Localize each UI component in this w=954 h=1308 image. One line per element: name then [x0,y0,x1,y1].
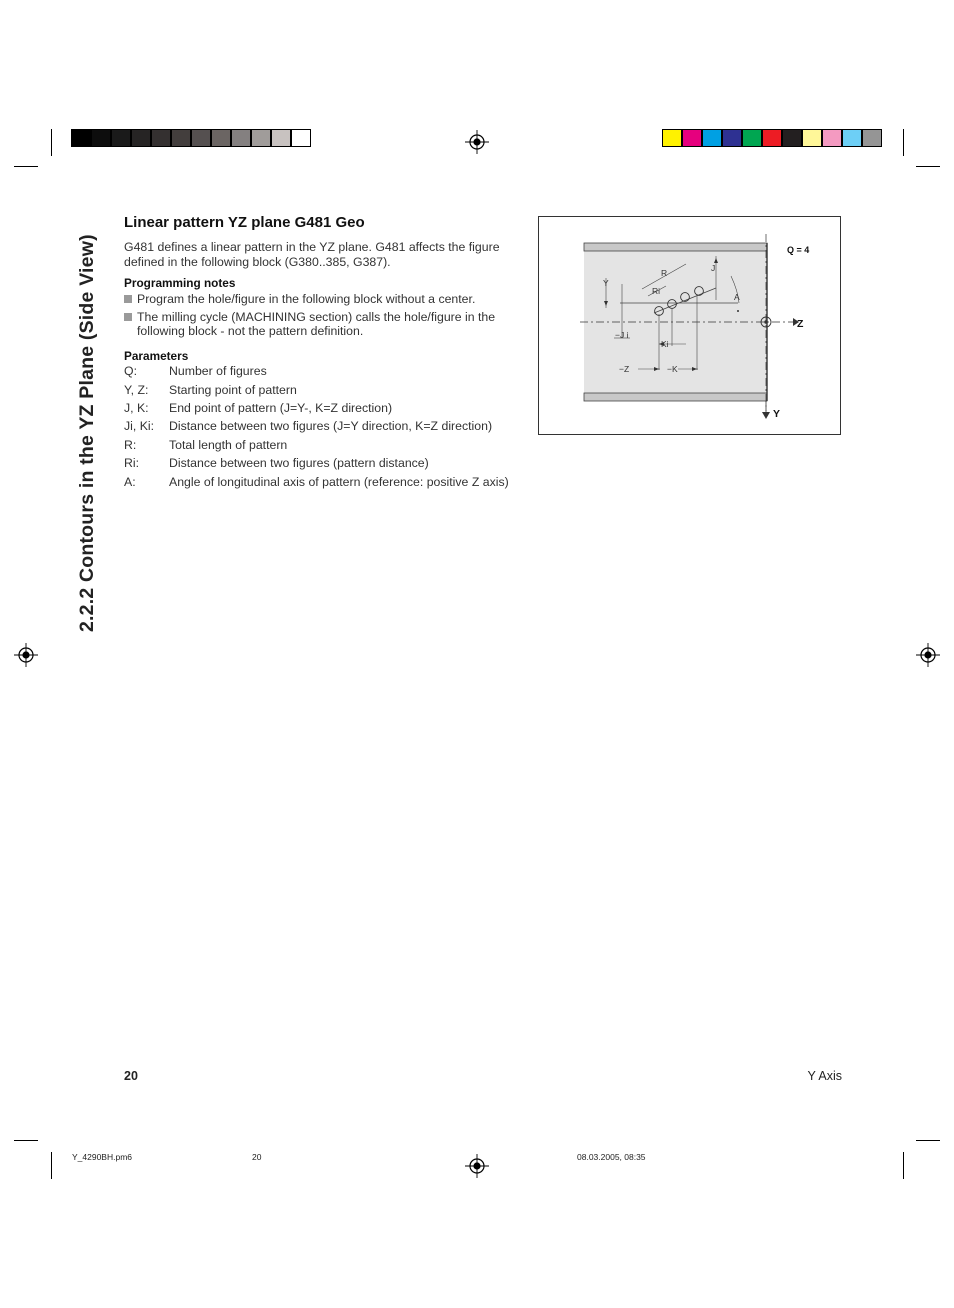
registration-mark-icon [465,1154,489,1178]
crop-mark [916,1140,940,1141]
color-swatch [762,129,782,147]
color-swatch [782,129,802,147]
color-swatch [802,129,822,147]
parameter-value: Number of figures [169,364,267,378]
color-swatch [682,129,702,147]
registration-mark-icon [916,643,940,667]
color-swatch [742,129,762,147]
parameter-row [124,475,524,489]
z-axis-label: Z [797,318,804,330]
dimension-label-neg-z: −Z [619,364,630,374]
parameter-key: Ji, Ki: [124,419,155,433]
crop-mark [916,166,940,167]
color-swatch [722,129,742,147]
parameter-row [124,438,524,452]
parameter-row [124,383,524,397]
color-swatch [822,129,842,147]
parameter-value: Total length of pattern [169,438,288,452]
parameter-key: J, K: [124,401,149,415]
programming-note-text: The milling cycle (MACHINING section) calls the hole/figure in the following block - not the pattern definition. [137,310,496,338]
grayscale-swatch [171,129,191,147]
crop-mark [903,129,904,156]
parameter-row [124,364,524,378]
grayscale-swatch [251,129,271,147]
intro-paragraph: G481 defines a linear pattern in the YZ plane. G481 affects the figure defined in the following block (G380..385, G387). [124,240,500,269]
parameters-title: Parameters [124,349,189,363]
crop-mark [51,1152,52,1179]
color-swatch [702,129,722,147]
crop-mark [51,129,52,156]
y-axis-label: Y [773,408,781,420]
footer-section-name: Y Axis [807,1069,842,1083]
section-side-title: 2.2.2 Contours in the YZ Plane (Side View) [76,234,98,632]
slug-date-time: 08.03.2005, 08:35 [577,1152,646,1162]
parameter-value: Starting point of pattern [169,383,297,397]
parameter-value: Distance between two figures (pattern distance) [169,456,429,470]
grayscale-swatch [111,129,131,147]
dimension-label-ji: −J i [615,330,629,340]
programming-note-text: Program the hole/figure in the following block without a center. [137,292,476,306]
page-heading: Linear pattern YZ plane G481 Geo [124,214,365,231]
grayscale-swatch [231,129,251,147]
linear-pattern-diagram [538,216,841,435]
square-bullet-icon [124,295,132,303]
grayscale-swatch [71,129,91,147]
programming-note-item [124,292,524,306]
crop-mark [14,1140,38,1141]
parameter-key: Ri: [124,456,140,470]
color-swatch [662,129,682,147]
registration-mark-icon [465,130,489,154]
square-bullet-icon [124,313,132,321]
dimension-label-r: R [661,268,668,278]
registration-mark-icon [14,643,38,667]
parameter-key: R: [124,438,137,452]
parameter-value: Distance between two figures (J=Y direction, K=Z direction) [169,419,493,433]
dimension-label-y: Y [603,278,609,288]
workpiece-bottom-band [584,393,767,401]
dimension-label-ri: Ri [652,286,661,296]
grayscale-swatch [91,129,111,147]
parameter-key: A: [124,475,136,489]
grayscale-swatch [211,129,231,147]
color-swatch [842,129,862,147]
quantity-label: Q = 4 [787,245,810,255]
parameter-row [124,419,524,433]
grayscale-swatch [291,129,311,147]
parameter-key: Q: [124,364,137,378]
parameter-key: Y, Z: [124,383,149,397]
slug-page-number: 20 [252,1152,262,1162]
page-number: 20 [124,1069,138,1083]
dimension-label-neg-k: −K [667,364,678,374]
crop-mark [14,166,38,167]
dimension-label-a: A [734,292,740,302]
parameter-value: Angle of longitudinal axis of pattern (reference: positive Z axis) [169,475,509,489]
dimension-label-ki: Ki [661,339,669,349]
crop-mark [903,1152,904,1179]
slug-file-name: Y_4290BH.pm6 [72,1152,133,1162]
dimension-label-j: J [711,263,716,273]
grayscale-swatch [131,129,151,147]
color-swatch [862,129,882,147]
grayscale-swatch [151,129,171,147]
parameter-row [124,401,524,415]
parameter-value: End point of pattern (J=Y-, K=Z direction) [169,401,393,415]
grayscale-swatch [271,129,291,147]
programming-notes-title: Programming notes [124,276,236,290]
parameter-row [124,456,524,470]
grayscale-swatch [191,129,211,147]
workpiece-top-band [584,243,767,251]
programming-note-item [124,310,524,338]
